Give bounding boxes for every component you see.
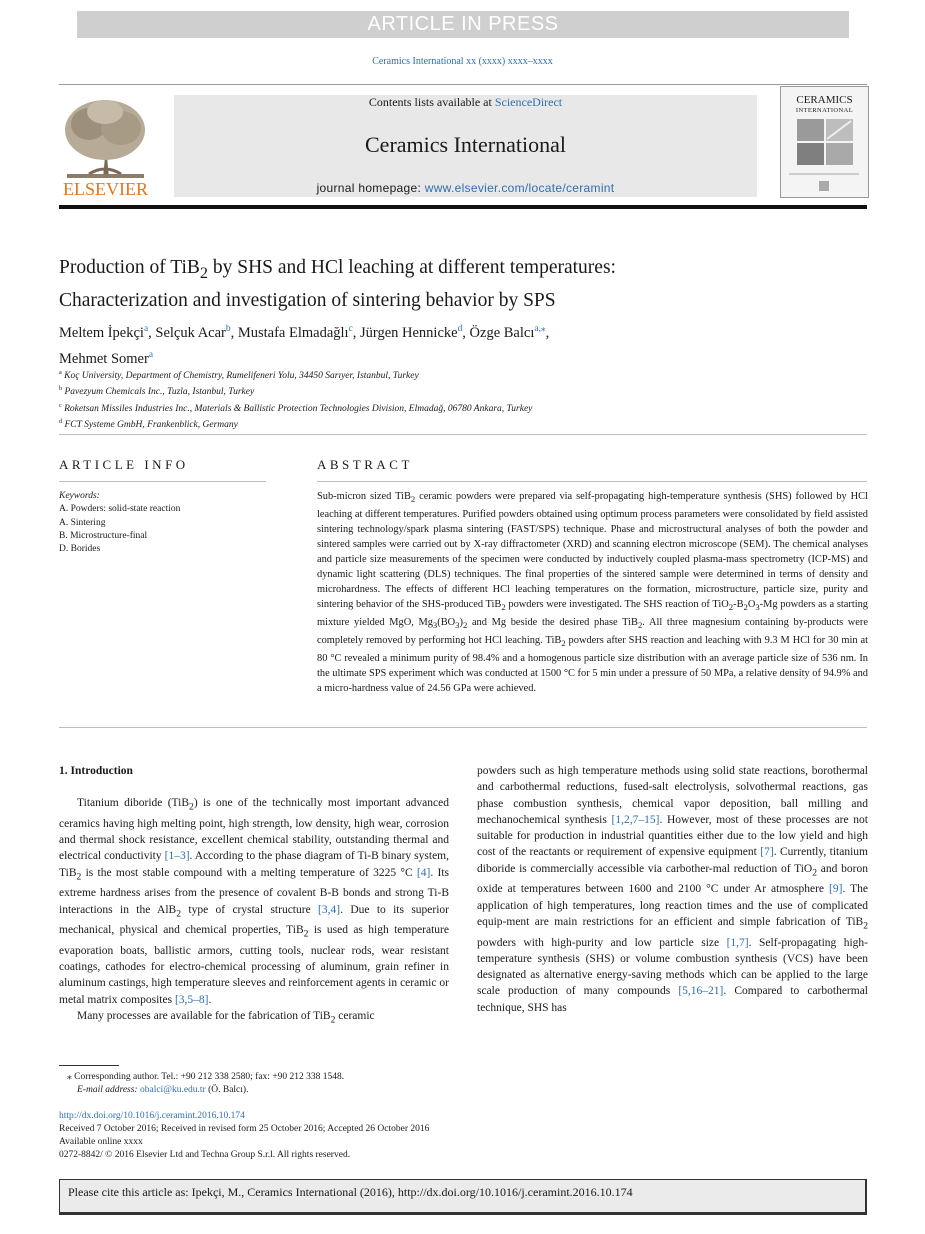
author-affiliation-marker[interactable]: c <box>348 324 353 334</box>
footnote-rule <box>59 1065 119 1066</box>
article-title <box>59 254 867 314</box>
citation-reference-link[interactable]: [1,7] <box>726 936 749 949</box>
citation-reference-link[interactable]: [7] <box>760 846 774 859</box>
doi-link[interactable]: http://dx.doi.org/10.1016/j.ceramint.2016.10.174 <box>59 1111 245 1121</box>
author-affiliation-marker[interactable]: b <box>225 324 231 334</box>
citation-doi-link[interactable]: http://dx.doi.org/10.1016/j.ceramint.2016.10.174 <box>397 1185 633 1199</box>
corresponding-author-note: ⁎ Corresponding author. Tel.: +90 212 338 2580; fax: +90 212 338 1548. <box>67 1072 345 1082</box>
abstract-bottom-divider <box>59 727 867 728</box>
affiliation-list <box>59 367 867 433</box>
available-online: Available online xxxx <box>59 1137 143 1147</box>
abstract-rule <box>317 481 867 482</box>
body-right-column <box>477 763 868 1016</box>
article-info-heading: ARTICLE INFO <box>59 457 189 472</box>
affiliation-item <box>59 400 867 416</box>
chemical-subscript: 2 <box>176 907 182 919</box>
keyword-item: A. Sintering <box>59 517 106 528</box>
author-affiliation-marker[interactable]: a <box>143 324 149 334</box>
cover-title: CERAMICS <box>796 94 853 106</box>
abstract-heading: ABSTRACT <box>317 457 413 472</box>
citation-reference-link[interactable]: [1–3] <box>164 850 190 863</box>
article-in-press-banner: ARTICLE IN PRESS <box>77 11 849 38</box>
citation-reference-link[interactable]: [3,5–8] <box>174 993 209 1006</box>
journal-homepage <box>174 181 757 195</box>
chemical-subscript: 3 <box>755 602 760 613</box>
chemical-subscript: 2 <box>863 920 868 932</box>
affiliation-item <box>59 383 867 399</box>
header-thick-divider <box>59 205 867 209</box>
affiliation-key: c <box>59 402 62 409</box>
citation-text <box>68 1185 633 1200</box>
author-separator: , <box>462 324 470 341</box>
header-divider <box>59 84 867 85</box>
affiliation-text: FCT Systeme GmbH, Frankenblick, Germany <box>64 420 238 431</box>
body-paragraph: Many processes are available for the fabrication of TiB$_2$ ceramic <box>77 1010 375 1026</box>
affiliation-text: Koç University, Department of Chemistry, Rumelifeneri Yolu, 34450 Sarıyer, Istanbul, Turkey <box>64 371 419 382</box>
journal-cover-thumbnail <box>780 86 869 198</box>
publication-info <box>59 1110 659 1162</box>
body-paragraph: Titanium diboride (TiB$_2$) is one of the technically most important advanced ceramics having high melting point, high strength, low density, high wear, corrosion and thermal shock resistance, excellent chemical stability, outstanding thermal and electrical conductivity [1–3]. According to the phase diagram of Ti-B binary system, TiB$_2$ is the most stable compound with a melting temperature of 3225 °C [4]. Its extreme hardness arises from the presence of covalent B-B bonds and strong Ti-B interactions in the AlB$_2$ type of crystal structure [3,4]. Due to its superior mechanical, physical and chemical properties, TiB$_2$ is used as high temperature evaporation boats, ballistic armors, cutting tools, nuclear rods, wear resistant coatings, cathodes for electro-chemical processing of aluminum, grain refiner in aluminum castings, high temperature sleeves and reinforcement agents in ceramic or metal matrix composites [3,5–8]. <box>59 797 450 1006</box>
author-affiliation-marker[interactable]: a,⁎ <box>534 324 546 334</box>
affiliation-key: d <box>59 419 63 426</box>
email-line <box>59 1084 479 1097</box>
chemical-subscript: 2 <box>501 602 506 613</box>
tree-logo-icon <box>59 94 152 197</box>
cover-image-icon <box>797 119 853 165</box>
email-label: E-mail address: <box>77 1085 140 1095</box>
contents-line <box>174 95 757 110</box>
affiliation-key: b <box>59 386 63 393</box>
chemical-subscript: 2 <box>330 1014 336 1026</box>
chemical-subscript: 2 <box>410 494 416 505</box>
cover-footer-icon <box>789 173 859 193</box>
author-separator: , <box>545 324 550 341</box>
elsevier-logo <box>59 94 152 197</box>
journal-citation-link[interactable]: Ceramics International xx (xxxx) xxxx–xxxx <box>372 56 553 67</box>
sciencedirect-link[interactable]: ScienceDirect <box>494 95 563 109</box>
chemical-subscript: 2 <box>743 602 748 613</box>
author-name[interactable]: Mehmet Somer <box>59 350 149 367</box>
chemical-subscript: 3 <box>455 620 460 631</box>
keyword-item: A. Powders: solid-state reaction <box>59 504 181 515</box>
author-separator: , <box>148 324 156 341</box>
footnotes <box>59 1071 479 1097</box>
affiliation-key: a <box>59 370 62 376</box>
chemical-subscript: 2 <box>462 620 468 631</box>
chemical-subscript: 2 <box>303 928 309 940</box>
title-part2: by SHS and HCl leaching at different temperatures: <box>208 257 616 278</box>
chemical-subscript: 2 <box>812 867 818 879</box>
citation-box <box>59 1179 867 1215</box>
email-link[interactable]: obalci@ku.edu.tr <box>139 1085 206 1095</box>
citation-reference-link[interactable]: [1,2,7–15] <box>611 813 660 826</box>
chemical-subscript: 2 <box>637 620 643 631</box>
author-separator: , <box>352 324 360 341</box>
citation-reference-link[interactable]: [9] <box>829 883 843 896</box>
email-suffix: (Ö. Balcı). <box>205 1085 249 1095</box>
chemical-subscript: 2 <box>728 602 734 613</box>
author-list <box>59 318 867 370</box>
keywords-label: Keywords: <box>59 491 100 501</box>
chemical-subscript: 2 <box>189 801 194 813</box>
keywords-block <box>59 490 269 556</box>
left-column-text <box>59 795 449 1028</box>
received-dates: Received 7 October 2016; Received in revised form 25 October 2016; Accepted 26 October 2016 <box>59 1124 430 1134</box>
homepage-prefix: journal homepage: <box>316 181 425 195</box>
keyword-item: D. Borides <box>59 544 101 555</box>
affiliation-text: Pavezyum Chemicals Inc., Tuzla, Istanbul, Turkey <box>64 387 255 398</box>
affiliation-text: Roketsan Missiles Industries Inc., Materials & Ballistic Protection Technologies Division, Elmadağ, 06780 Ankara, Turkey <box>64 404 533 415</box>
citation-reference-link[interactable]: [4] <box>416 866 431 879</box>
cover-subtitle: INTERNATIONAL <box>795 107 854 114</box>
author-affiliation-marker[interactable]: a <box>148 349 153 360</box>
elsevier-wordmark: ELSEVIER <box>63 179 148 197</box>
affiliation-divider <box>59 434 867 435</box>
body-paragraph: powders such as high temperature methods using solid state reactions, borothermal and carbothermal reductions, fused-salt electrolysis, solvothermal reactions, gas phase combustion synthesis, chemical vapor deposition, ball milling and mechanochemical synthesis [1,2,7–15]. However, most of these processes are not suitable for production in industrial quantities either due to the low yield and high cost of the reactants or requirement of expensive equipment [7]. Currently, titanium diboride is commercially accessible via carbother-mal reduction of TiO$_2$ and boron oxide at temperatures between 1600 and 2100 °C under Ar atmosphere [9]. The application of high temperatures, long reaction times and the use of complicated equip-ment are main restrictions for an efficient and simple fabrication of TiB$_2$ powders with high-purity and low particle size [1,7]. Self-propagating high-temperature synthesis (SHS) or volume combustion synthesis (VCS) have been designated as alternative energy-saving methods which can be applied to the large scale production of many compounds [5,16–21]. Compared to carbothermal technique, SHS has <box>477 765 869 1014</box>
section-heading: 1. Introduction <box>59 765 133 777</box>
body-left-column <box>59 763 449 1029</box>
contents-prefix: Contents lists available at <box>368 95 495 109</box>
author-name[interactable]: Mustafa Elmadağlı <box>237 324 349 341</box>
title-subscript: 2 <box>199 263 208 282</box>
affiliation-item <box>59 367 867 383</box>
chemical-subscript: 2 <box>76 871 82 883</box>
chemical-subscript: 2 <box>561 638 566 649</box>
affiliation-item <box>59 416 867 432</box>
title-line2: Characterization and investigation of sintering behavior by SPS <box>59 289 556 311</box>
copyright: 0272-8842/ © 2016 Elsevier Ltd and Techna Group S.r.l. All rights reserved. <box>59 1150 351 1160</box>
author-separator: , <box>230 324 238 341</box>
abstract-text: Sub-micron sized TiB$_2$ ceramic powders were prepared via self-propagating high-temperature synthesis (SHS) followed by HCl leaching at different temperatures. Purified powders obtained using optimum process parameters were consolidated by field assisted sintering technology/spark plasma sintering (FAST/SPS) technique. Phase and microstructural analyses of both the powder and sintered samples were carried out by X-ray diffractometer (XRD) and scanning electron microscope (SEM). The chemical analyses and particle size measurements of the specimen were conducted by inductively coupled plasma-mass spectrometry (ICP-MS) and dynamic light scattering (DLS) techniques. The final properties of the sintered sample were determined in terms of density and microhardness. The effects of different HCl leaching temperatures on the formation, microstructure, particle size, purity and sintering behavior of the SHS-produced TiB$_2$ powders were investigated. The SHS reaction of $TiO_2-B_2O_3-Mg$ powders as a starting mixture yielded MgO, $Mg_3(BO_3)_2$ and Mg beside the desired phase TiB$_2$. All three magnesium containing by-products were completely removed by performing hot HCl leaching. TiB$_2$ powders after SHS reaction and leaching with 9.3 M HCl for 30 min at 80 °C revealed a minimum purity of 98.4% and a homogenous particle size distribution with an average particle size of 536 nm. In the ultimate SPS experiment which was conducted at 1500 °C for 5 min under a pressure of 50 MPa, a relative density of 94.9% and a micro-hardness value of 24.56 GPa were achieved. <box>317 491 868 695</box>
citation-reference-link[interactable]: [5,16–21] <box>678 985 724 998</box>
keyword-item: B. Microstructure-final <box>59 530 148 541</box>
journal-title: Ceramics International <box>365 132 566 157</box>
title-part1: Production of TiB <box>59 257 200 278</box>
citation-prefix: Please cite this article as: Ipekçi, M., Ceramics International (2016), <box>68 1185 398 1199</box>
author-name[interactable]: Özge Balcı <box>469 324 535 341</box>
author-name[interactable]: Meltem İpekçi <box>59 324 144 341</box>
author-name[interactable]: Selçuk Acar <box>155 324 226 341</box>
author-affiliation-marker[interactable]: d <box>457 324 463 334</box>
chemical-subscript: 3 <box>432 620 438 631</box>
homepage-link[interactable]: www.elsevier.com/locate/ceramint <box>424 181 615 195</box>
author-name[interactable]: Jürgen Hennicke <box>360 324 458 341</box>
article-info-rule <box>59 481 266 482</box>
citation-reference-link[interactable]: [3,4] <box>318 903 341 916</box>
